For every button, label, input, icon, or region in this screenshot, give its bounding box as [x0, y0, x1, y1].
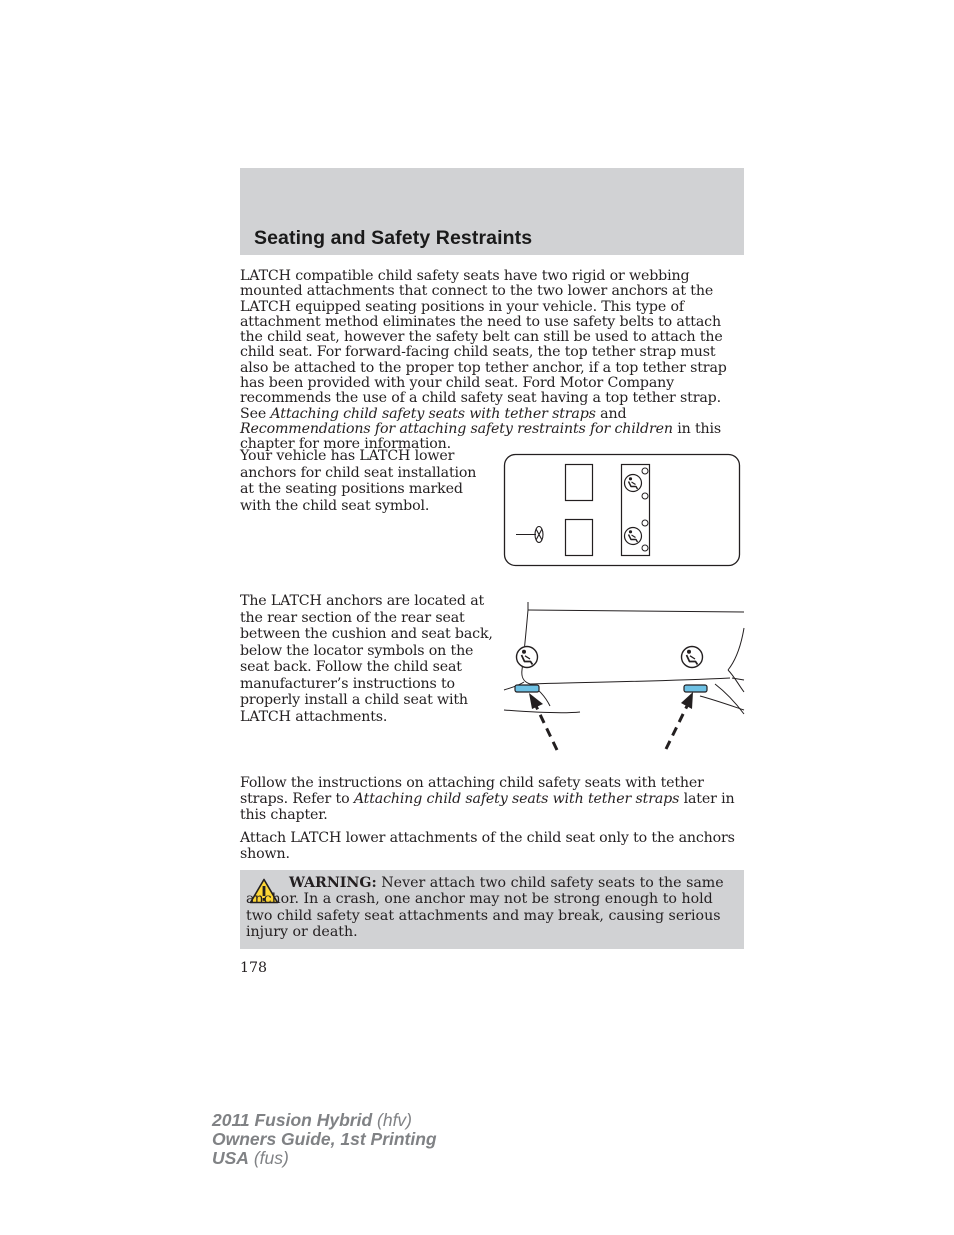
- front-seat-left: [566, 520, 593, 556]
- footer-line-3: [212, 1149, 437, 1168]
- warning-box: [240, 870, 744, 949]
- latch-anchor-dots: [642, 468, 648, 551]
- intro-paragraph: [240, 269, 744, 453]
- child-seat-symbol-icon: [517, 647, 538, 668]
- child-seat-symbol-icon: [625, 528, 642, 545]
- footer-market: USA: [212, 1148, 249, 1168]
- tether-text-a: Follow the instructions on attaching child safety seats with tether straps. Refer to: [240, 775, 704, 808]
- anchor-location-paragraph: The LATCH anchors are located at the rear section of the rear seat between the cushion and seat back, below the locator symbols on the seat back. Follow the child seat manufacturer’s instructions to properly install a child seat with LATCH attachments.: [240, 593, 493, 725]
- steering-wheel-icon: [516, 527, 543, 543]
- footer-market-code: (fus): [248, 1148, 289, 1168]
- reference-tether-straps: Attaching child safety seats with tether straps: [270, 405, 596, 422]
- footer-model: 2011 Fusion Hybrid: [212, 1110, 373, 1130]
- warning-body: Never attach two child safety seats to the same anchor. In a crash, one anchor may not be strong enough to hold two child safety seat attachments and may break, causing serious injury or death.: [246, 875, 724, 940]
- intro-text-b: and: [595, 405, 627, 422]
- lower-anchor-right: [684, 685, 707, 692]
- attach-lower-paragraph: Attach LATCH lower attachments of the child seat only to the anchors shown.: [240, 830, 735, 863]
- tether-instructions-paragraph: [240, 775, 744, 824]
- warning-text: [246, 875, 738, 940]
- rear-seat-anchors-diagram: [500, 598, 746, 756]
- section-title: Seating and Safety Restraints: [254, 227, 533, 249]
- locator-arrow-icon: [529, 693, 557, 750]
- section-header: [240, 168, 744, 255]
- seating-positions-diagram: [500, 450, 744, 570]
- lower-anchor-left: [515, 685, 539, 692]
- footer-line-1: [212, 1111, 437, 1130]
- footer-model-code: (hfv): [372, 1110, 413, 1130]
- footer-line-2: [212, 1130, 437, 1149]
- document-footer: [212, 1111, 437, 1168]
- locator-arrow-icon: [666, 692, 693, 749]
- warning-label: WARNING:: [289, 875, 377, 891]
- child-seat-symbol-icon: [682, 647, 703, 668]
- tether-text-b: later in this chapter.: [240, 791, 735, 824]
- child-seat-symbol-icon: [625, 475, 642, 492]
- rear-seat-outline: [504, 602, 744, 714]
- front-seat-right: [566, 465, 593, 501]
- reference-tether-straps-2: Attaching child safety seats with tether straps: [353, 791, 680, 808]
- intro-text-c: in this chapter for more information.: [240, 420, 721, 453]
- intro-text-a: LATCH compatible child safety seats have two rigid or webbing mounted attachments that connect to the two lower anchors at the LATCH equipped seating positions in your vehicle. This type of attachment method eliminates the need to use safety belts to attach the child seat, however the safety belt can still be used to attach the child seat. For forward-facing child seats, the top tether strap must also be attached to the proper top tether anchor, if a top tether strap has been provided with your child seat. Ford Motor Company recommends the use of a child safety seat having a top tether strap. See: [240, 268, 727, 422]
- latch-positions-paragraph: Your vehicle has LATCH lower anchors for child seat installation at the seating positions marked with the child seat symbol.: [240, 448, 477, 514]
- page-number: 178: [240, 960, 268, 976]
- reference-recommendations: Recommendations for attaching safety restraints for children: [240, 420, 673, 437]
- footer-edition: Owners Guide, 1st Printing: [212, 1129, 437, 1149]
